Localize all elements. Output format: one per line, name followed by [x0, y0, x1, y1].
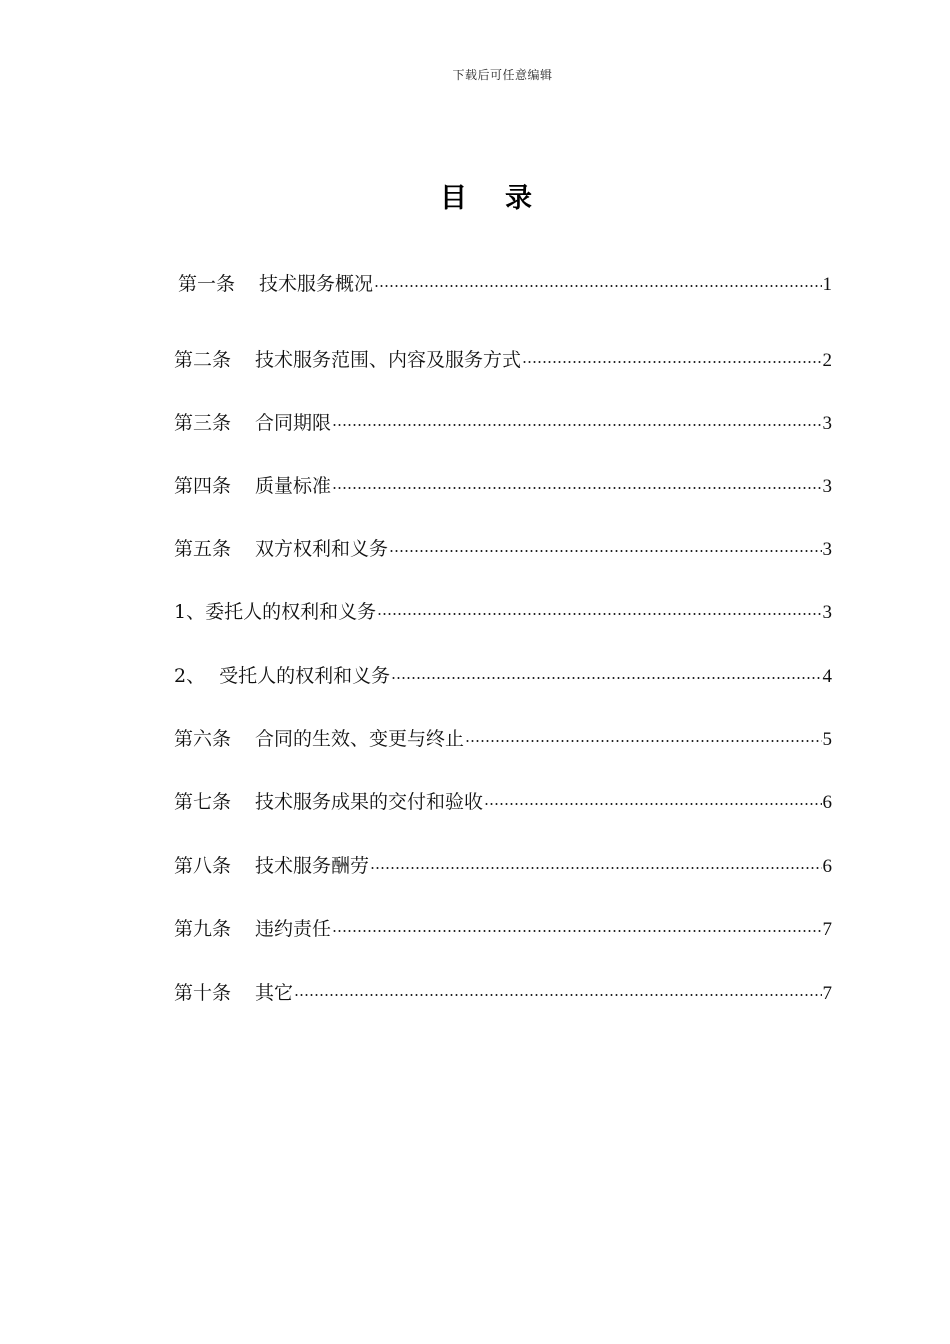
toc-entry-title: 合同的生效、变更与终止 — [255, 728, 465, 750]
toc-entry-page: 6 — [822, 856, 832, 877]
toc-entry[interactable] — [174, 536, 832, 563]
toc-entry[interactable] — [178, 271, 832, 298]
toc-entry-article: 第一条 — [178, 273, 236, 295]
toc-entry-leader — [332, 915, 821, 933]
toc-entry-title: 委托人的权利和义务 — [205, 601, 377, 623]
toc-entry-article: 第十条 — [174, 982, 232, 1004]
toc-entry-article: 1、 — [174, 601, 206, 623]
toc-entry-title: 其它 — [255, 982, 294, 1004]
toc-entry-page: 7 — [822, 919, 832, 940]
toc-entry-page: 4 — [822, 666, 832, 687]
toc-entry-article: 第四条 — [174, 475, 232, 497]
toc-entry-leader — [370, 852, 821, 870]
toc-entry[interactable] — [174, 347, 832, 374]
header-note: 下载后可任意编辑 — [452, 68, 553, 82]
toc-entry-title: 合同期限 — [255, 412, 332, 434]
toc-entry-title: 质量标准 — [255, 475, 332, 497]
toc-entry[interactable] — [174, 473, 832, 500]
toc-entry-leader — [522, 346, 821, 364]
toc-entry-page: 2 — [822, 350, 832, 371]
toc-entry-page: 5 — [822, 729, 832, 750]
toc-entry-leader — [377, 598, 821, 616]
toc-entry-article: 第九条 — [174, 918, 232, 940]
toc-entry[interactable] — [174, 980, 832, 1007]
toc-entry[interactable] — [174, 410, 832, 437]
toc-entry-article: 第八条 — [174, 855, 232, 877]
toc-entry-title: 双方权利和义务 — [255, 538, 389, 560]
toc-entry-leader — [332, 472, 821, 490]
toc-entry-article: 第二条 — [174, 349, 232, 371]
toc-entry-leader — [332, 409, 821, 427]
toc-entry-article: 第三条 — [174, 412, 232, 434]
toc-entry[interactable] — [174, 916, 832, 943]
toc-entry[interactable] — [174, 663, 832, 690]
toc-entry-page: 3 — [822, 602, 832, 623]
toc-entry-page: 6 — [822, 792, 832, 813]
toc-entry-page: 7 — [822, 983, 832, 1004]
toc-entry-leader — [465, 725, 821, 743]
toc-entry-leader — [391, 662, 821, 680]
toc-entry-page: 3 — [822, 476, 832, 497]
toc-entry-page: 3 — [822, 413, 832, 434]
toc-entry-article: 第五条 — [174, 538, 232, 560]
toc-entry[interactable] — [174, 599, 832, 626]
toc-entry[interactable] — [174, 853, 832, 880]
toc-entry-title: 技术服务酬劳 — [255, 855, 370, 877]
toc-entry-title: 受托人的权利和义务 — [219, 665, 391, 687]
toc-entry[interactable] — [174, 726, 832, 753]
toc-entry-title: 技术服务成果的交付和验收 — [255, 791, 484, 813]
toc-entry-article: 2、 — [174, 665, 206, 687]
toc-entry-article: 第六条 — [174, 728, 232, 750]
toc-entry-leader — [374, 270, 821, 288]
toc-title: 目录 — [440, 183, 570, 214]
toc-entry-title: 技术服务概况 — [259, 273, 374, 295]
toc-entry-title: 违约责任 — [255, 918, 332, 940]
toc-entry-page: 3 — [822, 539, 832, 560]
toc-entry-leader — [294, 979, 821, 997]
toc-entry-article: 第七条 — [174, 791, 232, 813]
toc-entry-leader — [484, 788, 821, 806]
toc-entry[interactable] — [174, 789, 832, 816]
toc-entry-page: 1 — [822, 274, 832, 295]
toc-entry-title: 技术服务范围、内容及服务方式 — [255, 349, 522, 371]
toc-entry-leader — [389, 535, 821, 553]
